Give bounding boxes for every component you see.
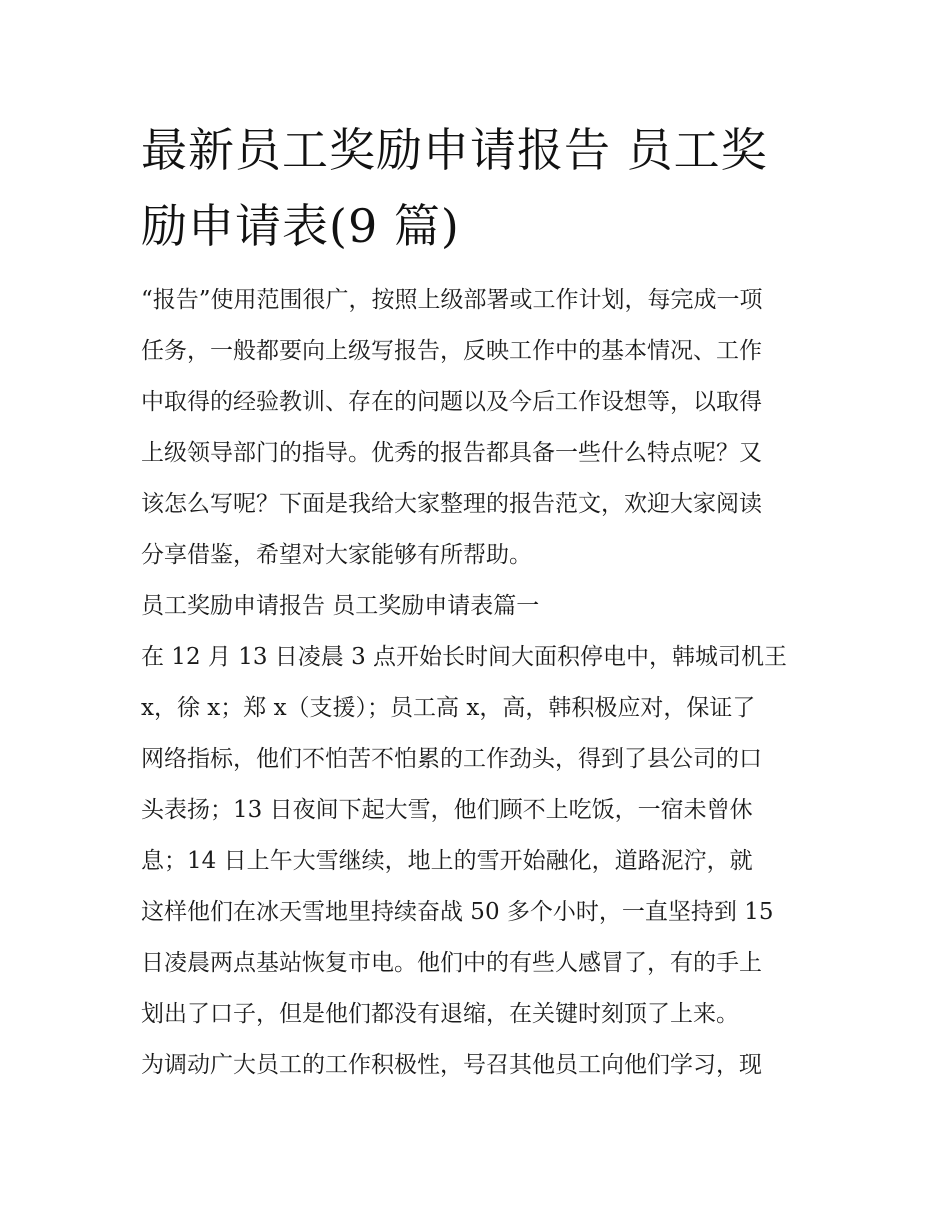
section-paragraph-line: 在 12 月 13 日凌晨 3 点开始长时间大面积停电中，韩城司机王 — [141, 644, 788, 670]
title-line: 最新员工奖励申请报告 员工奖 — [141, 123, 768, 177]
intro-paragraph-line: 中取得的经验教训、存在的问题以及今后工作设想等，以取得 — [141, 389, 762, 415]
intro-paragraph-line: “报告”使用范围很广，按照上级部署或工作计划，每完成一项 — [141, 287, 763, 313]
section-paragraph-line: 划出了口子，但是他们都没有退缩，在关键时刻顶了上来。 — [141, 1001, 739, 1027]
intro-paragraph-line: 该怎么写呢？下面是我给大家整理的报告范文，欢迎大家阅读 — [141, 491, 762, 517]
section-paragraph-line: 息；14 日上午大雪继续，地上的雪开始融化，道路泥泞，就 — [141, 848, 753, 874]
section-paragraph-line: 日凌晨两点基站恢复市电。他们中的有些人感冒了，有的手上 — [141, 950, 762, 976]
document-title — [141, 112, 831, 264]
intro-paragraph-line: 上级领导部门的指导。优秀的报告都具备一些什么特点呢？又 — [141, 440, 762, 466]
document-body — [141, 275, 831, 1091]
section-paragraph-line: 网络指标，他们不怕苦不怕累的工作劲头，得到了县公司的口 — [141, 746, 762, 772]
title-line: 励申请表(9 篇) — [141, 199, 460, 253]
section-paragraph-line: 为调动广大员工的工作积极性，号召其他员工向他们学习，现 — [141, 1052, 762, 1078]
section-paragraph-line: 头表扬；13 日夜间下起大雪，他们顾不上吃饭，一宿未曾休 — [141, 797, 753, 823]
section-heading: 员工奖励申请报告 员工奖励申请表篇一 — [141, 593, 540, 619]
section-paragraph-line: x，徐 x；郑 x（支援）；员工高 x，高，韩积极应对，保证了 — [141, 695, 756, 721]
intro-paragraph-line: 任务，一般都要向上级写报告，反映工作中的基本情况、工作 — [141, 338, 762, 364]
section-paragraph-line: 这样他们在冰天雪地里持续奋战 50 多个小时，一直坚持到 15 — [141, 899, 774, 925]
intro-paragraph-line: 分享借鉴，希望对大家能够有所帮助。 — [141, 542, 532, 568]
